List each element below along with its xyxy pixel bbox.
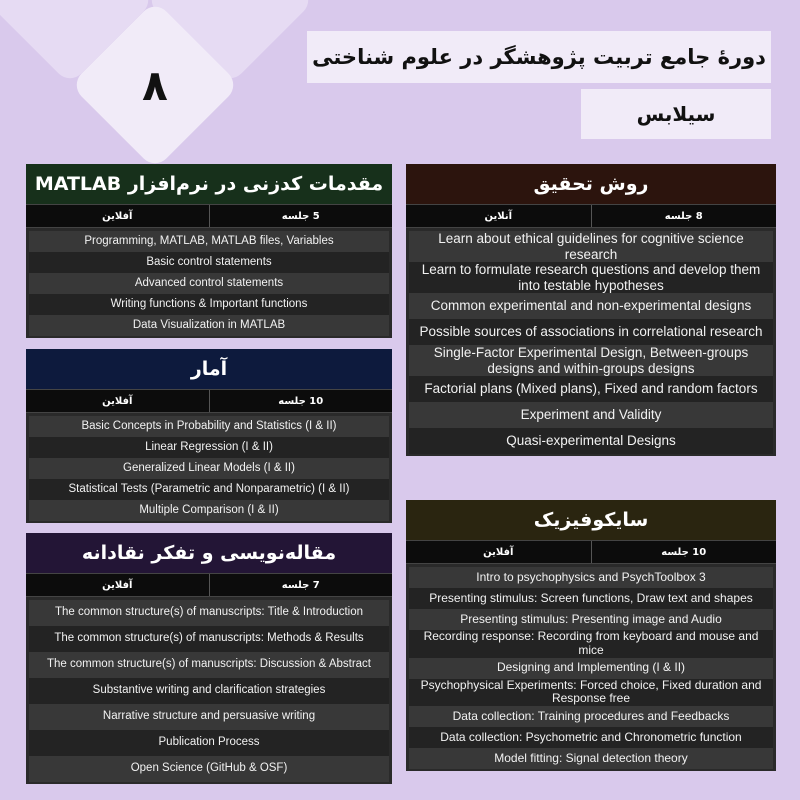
- topic-row: Presenting stimulus: Presenting image and Audio: [409, 609, 773, 630]
- topic-row: Advanced control statements: [29, 273, 389, 294]
- page-subtitle: سیلابس: [581, 89, 771, 139]
- topic-row: Psychophysical Experiments: Forced choice, Fixed duration and Response free: [409, 679, 773, 707]
- sessions-label: 8 جلسه: [591, 205, 777, 227]
- topic-row: Linear Regression (I & II): [29, 437, 389, 458]
- sessions-label: 10 جلسه: [591, 541, 777, 563]
- topic-row: Quasi-experimental Designs: [409, 428, 773, 454]
- card-meta: [26, 204, 392, 228]
- card-meta: [406, 204, 776, 228]
- card-title: آمار: [26, 349, 392, 389]
- topic-row: Learn about ethical guidelines for cognitive science research: [409, 231, 773, 262]
- topic-row: Programming, MATLAB, MATLAB files, Variables: [29, 231, 389, 252]
- topic-row: The common structure(s) of manuscripts: Methods & Results: [29, 626, 389, 652]
- topic-list: [26, 597, 392, 784]
- mode-label: آفلاین: [102, 395, 133, 407]
- topic-row: Data Visualization in MATLAB: [29, 315, 389, 336]
- course-number: ۸: [142, 60, 168, 110]
- topic-row: The common structure(s) of manuscripts: Title & Introduction: [29, 600, 389, 626]
- topic-row: Possible sources of associations in correlational research: [409, 319, 773, 345]
- topic-row: Recording response: Recording from keyboard and mouse and mice: [409, 630, 773, 658]
- sessions-label: 10 جلسه: [209, 390, 393, 412]
- mode-label: آفلاین: [102, 579, 133, 591]
- topic-row: Learn to formulate research questions and develop them into testable hypotheses: [409, 262, 773, 293]
- mode-label: آفلاین: [483, 546, 514, 558]
- card-title: روش تحقیق: [406, 164, 776, 204]
- topic-row: Experiment and Validity: [409, 402, 773, 428]
- course-card-writing: [26, 533, 392, 784]
- topic-row: Generalized Linear Models (I & II): [29, 458, 389, 479]
- course-card-psycho: [406, 500, 776, 771]
- course-card-stats: [26, 349, 392, 523]
- topic-row: Statistical Tests (Parametric and Nonparametric) (I & II): [29, 479, 389, 500]
- card-meta: [26, 389, 392, 413]
- topic-row: The common structure(s) of manuscripts: Discussion & Abstract: [29, 652, 389, 678]
- course-card-research: [406, 164, 776, 456]
- topic-row: Data collection: Training procedures and Feedbacks: [409, 706, 773, 727]
- topic-list: [406, 228, 776, 456]
- topic-row: Designing and Implementing (I & II): [409, 658, 773, 679]
- topic-row: Presenting stimulus: Screen functions, Draw text and shapes: [409, 588, 773, 609]
- topic-row: Publication Process: [29, 730, 389, 756]
- mode-label: آفلاین: [102, 210, 133, 222]
- topic-list: [26, 228, 392, 338]
- topic-list: [26, 413, 392, 523]
- sessions-label: 5 جلسه: [209, 205, 393, 227]
- card-meta: [26, 573, 392, 597]
- mode-label: آنلاین: [484, 210, 513, 222]
- topic-row: Basic control statements: [29, 252, 389, 273]
- topic-row: Model fitting: Signal detection theory: [409, 748, 773, 769]
- page-title: دورهٔ جامع تربیت پژوهشگر در علوم شناختی: [307, 31, 771, 83]
- card-title: مقاله‌نویسی و تفکر نقادانه: [26, 533, 392, 573]
- topic-row: Basic Concepts in Probability and Statistics (I & II): [29, 416, 389, 437]
- topic-row: Substantive writing and clarification strategies: [29, 678, 389, 704]
- card-title: سایکوفیزیک: [406, 500, 776, 540]
- card-title: مقدمات کدزنی در نرم‌افزار MATLAB: [26, 164, 392, 204]
- topic-row: Multiple Comparison (I & II): [29, 500, 389, 521]
- topic-row: Common experimental and non-experimental designs: [409, 293, 773, 319]
- card-meta: [406, 540, 776, 564]
- topic-row: Single-Factor Experimental Design, Between-groups designs and within-groups designs: [409, 345, 773, 376]
- topic-row: Factorial plans (Mixed plans), Fixed and random factors: [409, 376, 773, 402]
- sessions-label: 7 جلسه: [209, 574, 393, 596]
- topic-list: [406, 564, 776, 771]
- course-card-matlab: [26, 164, 392, 338]
- topic-row: Intro to psychophysics and PsychToolbox 3: [409, 567, 773, 588]
- topic-row: Writing functions & Important functions: [29, 294, 389, 315]
- topic-row: Data collection: Psychometric and Chronometric function: [409, 727, 773, 748]
- topic-row: Narrative structure and persuasive writing: [29, 704, 389, 730]
- topic-row: Open Science (GitHub & OSF): [29, 756, 389, 782]
